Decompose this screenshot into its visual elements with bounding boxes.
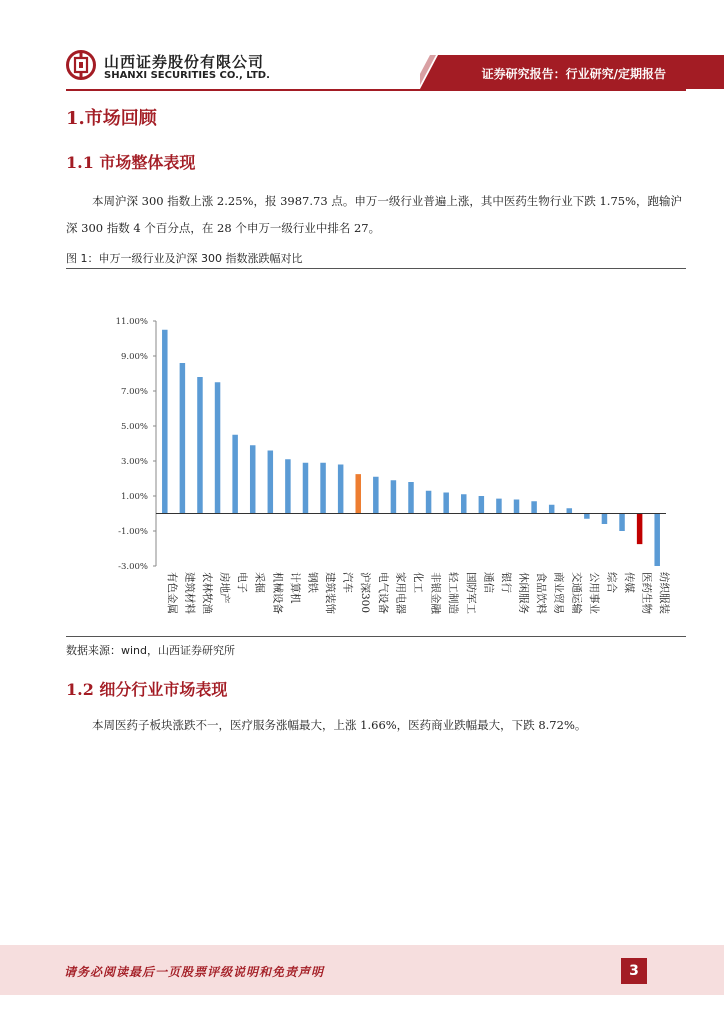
x-tick-label: 机械设备	[271, 572, 284, 614]
figure-caption: 图 1：申万一级行业及沪深 300 指数涨跌幅对比	[66, 252, 303, 265]
bar-17	[461, 494, 467, 513]
y-tick-label: 5.00%	[120, 422, 148, 432]
x-tick-label: 医药生物	[640, 572, 653, 614]
bar-9	[320, 463, 326, 514]
x-tick-label: 交通运输	[570, 572, 583, 614]
figure-bottom-rule	[66, 636, 686, 637]
x-tick-label: 轻工制造	[447, 572, 460, 614]
figure-top-rule	[66, 268, 686, 269]
x-tick-label: 综合	[605, 572, 618, 593]
x-tick-label: 房地产	[218, 572, 231, 604]
bar-4	[232, 435, 238, 514]
x-tick-label: 家用电器	[394, 572, 407, 614]
section-title: 1.市场回顾	[66, 108, 157, 129]
x-tick-label: 纺织服装	[658, 572, 671, 614]
bar-28	[654, 514, 660, 567]
x-tick-label: 建筑材料	[183, 572, 196, 614]
bar-6	[268, 451, 274, 514]
paragraph-sub-industry: 本周医药子板块涨跌不一，医疗服务涨幅最大，上涨 1.66%，医药商业跌幅最大，下跌 8.72%。	[92, 718, 587, 732]
y-tick-label: 11.00%	[115, 317, 148, 327]
y-tick-label: -3.00%	[118, 562, 148, 572]
bar-15	[426, 491, 432, 514]
x-tick-label: 计算机	[288, 572, 301, 604]
x-tick-label: 国防军工	[464, 572, 477, 614]
y-tick-label: -1.00%	[118, 527, 148, 537]
x-tick-label: 传媒	[623, 572, 636, 593]
y-tick-label: 3.00%	[120, 457, 148, 467]
company-name-en: SHANXI SECURITIES CO., LTD.	[104, 70, 270, 81]
company-name-cn: 山西证券股份有限公司	[104, 53, 265, 71]
bar-23	[567, 508, 573, 513]
bar-22	[549, 505, 555, 514]
bar-18	[479, 496, 485, 514]
bar-26	[619, 514, 625, 532]
industry-change-chart	[66, 270, 686, 635]
bar-21	[531, 501, 537, 513]
bar-3	[215, 382, 221, 513]
x-tick-label: 汽车	[341, 572, 354, 593]
x-tick-label: 农林牧渔	[200, 572, 213, 614]
y-tick-label: 1.00%	[120, 492, 148, 502]
x-tick-label: 有色金属	[165, 572, 178, 614]
x-tick-label: 电气设备	[376, 572, 389, 614]
page-number: 3	[621, 958, 647, 984]
bar-25	[602, 514, 608, 525]
x-tick-label: 电子	[236, 572, 249, 593]
bar-13	[391, 480, 397, 513]
bar-12	[373, 477, 379, 514]
x-tick-label: 食品饮料	[535, 572, 548, 614]
header-divider	[66, 89, 686, 91]
paragraph-market-overall: 本周沪深 300 指数上涨 2.25%，报 3987.73 点。申万一级行业普遍上涨，其中医药生物行业下跌 1.75%，跑输沪深 300 指数 4 个百分点，在 28 个申万一级行业中排名 27。	[66, 194, 682, 235]
chart-canvas	[66, 270, 686, 635]
subsection-title-sub-industry: 1.2 细分行业市场表现	[66, 680, 228, 699]
x-tick-label: 银行	[499, 572, 512, 593]
x-tick-label: 休闲服务	[517, 572, 530, 614]
x-tick-label: 非银金融	[429, 572, 442, 614]
bar-0	[162, 330, 168, 514]
report-type: 证券研究报告：行业研究/定期报告	[481, 67, 666, 81]
x-tick-label: 钢铁	[306, 572, 319, 593]
page-header	[0, 0, 724, 95]
bar-20	[514, 500, 520, 514]
bar-14	[408, 482, 414, 514]
bar-1	[180, 363, 186, 514]
x-tick-label: 商业贸易	[552, 572, 565, 614]
footer-disclaimer: 请务必阅读最后一页股票评级说明和免责声明	[64, 965, 325, 979]
bar-27	[637, 514, 643, 545]
y-tick-label: 9.00%	[120, 352, 148, 362]
y-tick-label: 7.00%	[120, 387, 148, 397]
x-tick-label: 化工	[412, 572, 424, 593]
bar-24	[584, 514, 590, 519]
bar-19	[496, 499, 502, 514]
subsection-title-market-overall: 1.1 市场整体表现	[66, 153, 196, 172]
bar-10	[338, 465, 344, 514]
bar-2	[197, 377, 203, 514]
data-source: 数据来源：wind，山西证券研究所	[66, 644, 236, 657]
x-tick-label: 采掘	[253, 572, 266, 593]
x-tick-label: 建筑装饰	[324, 572, 337, 614]
x-tick-label: 沪深300	[359, 572, 372, 614]
bar-11	[355, 474, 361, 513]
bar-5	[250, 445, 256, 513]
x-tick-label: 通信	[482, 572, 495, 593]
shanxi-securities-logo	[66, 50, 96, 80]
bar-8	[303, 463, 309, 514]
bar-7	[285, 459, 291, 513]
bar-16	[443, 493, 449, 514]
x-tick-label: 公用事业	[587, 572, 600, 614]
